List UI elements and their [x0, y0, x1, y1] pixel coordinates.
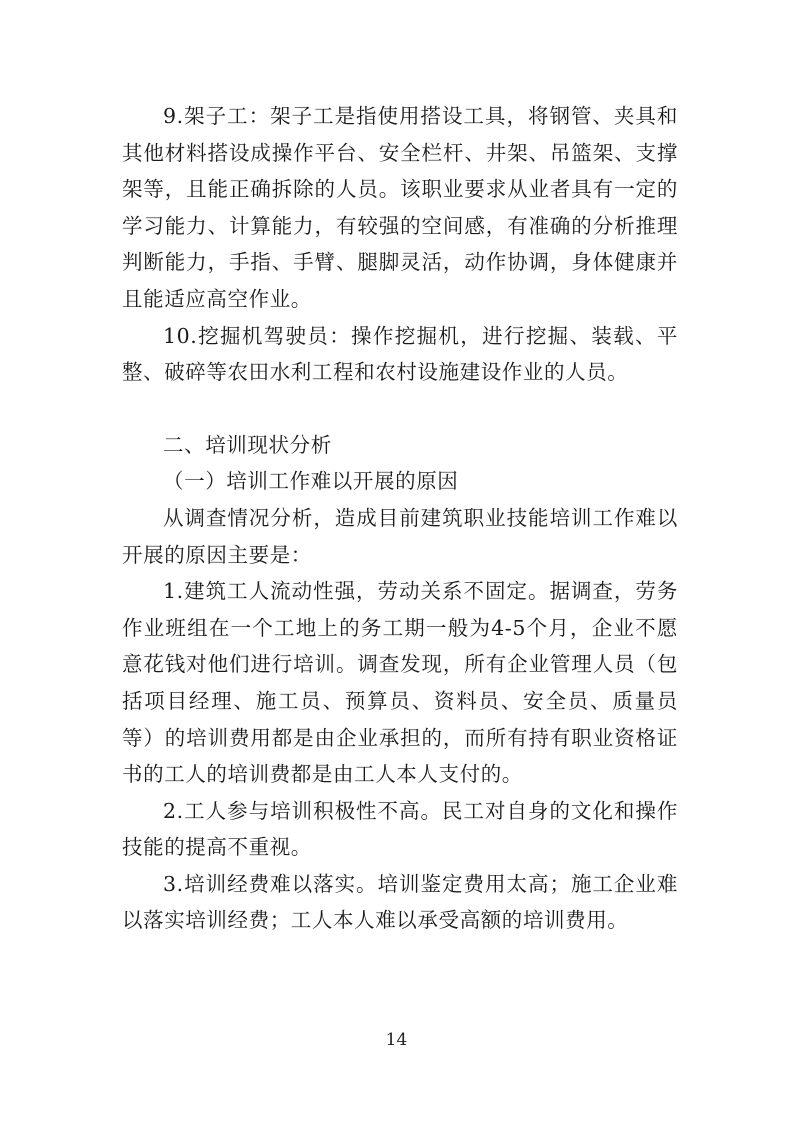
- page-content: [122, 98, 678, 939]
- paragraph-excavator-operator: 10.挖掘机驾驶员：操作挖掘机，进行挖掘、装载、平整、破碎等农田水利工程和农村设施建设作业的人员。: [122, 323, 678, 385]
- section-spacer: [122, 391, 678, 427]
- paragraph-reason-1: 1.建筑工人流动性强，劳动关系不固定。据调查，劳务作业班组在一个工地上的务工期一般为4-5个月，企业不愿意花钱对他们进行培训。调查发现，所有企业管理人员（包括项目经理、施工员、预算员、资料员、安全员、质量员等）的培训费用都是由企业承担的，而所有持有职业资格证书的工人的培训费都是由工人本人支付的。: [122, 579, 678, 787]
- page-number: 14: [385, 1030, 408, 1050]
- subsection-heading: （一）培训工作难以开展的原因: [163, 469, 459, 494]
- paragraph-reason-3: 3.培训经费难以落实。培训鉴定费用太高；施工企业难以落实培训经费；工人本人难以承受高额的培训费用。: [122, 871, 678, 933]
- paragraph-scaffolder: 9.架子工：架子工是指使用搭设工具，将钢管、夹具和其他材料搭设成操作平台、安全栏杆、井架、吊篮架、支撑架等，且能正确拆除的人员。该职业要求从业者具有一定的学习能力、计算能力，有较强的空间感，有准确的分析推理判断能力，手指、手臂、腿脚灵活，动作协调，身体健康并且能适应高空作业。: [122, 104, 678, 311]
- paragraph-intro: 从调查情况分析，造成目前建筑职业技能培训工作难以开展的原因主要是：: [122, 505, 678, 567]
- section-heading: 二、培训现状分析: [163, 432, 332, 457]
- paragraph-reason-2: 2.工人参与培训积极性不高。民工对自身的文化和操作技能的提高不重视。: [122, 798, 678, 860]
